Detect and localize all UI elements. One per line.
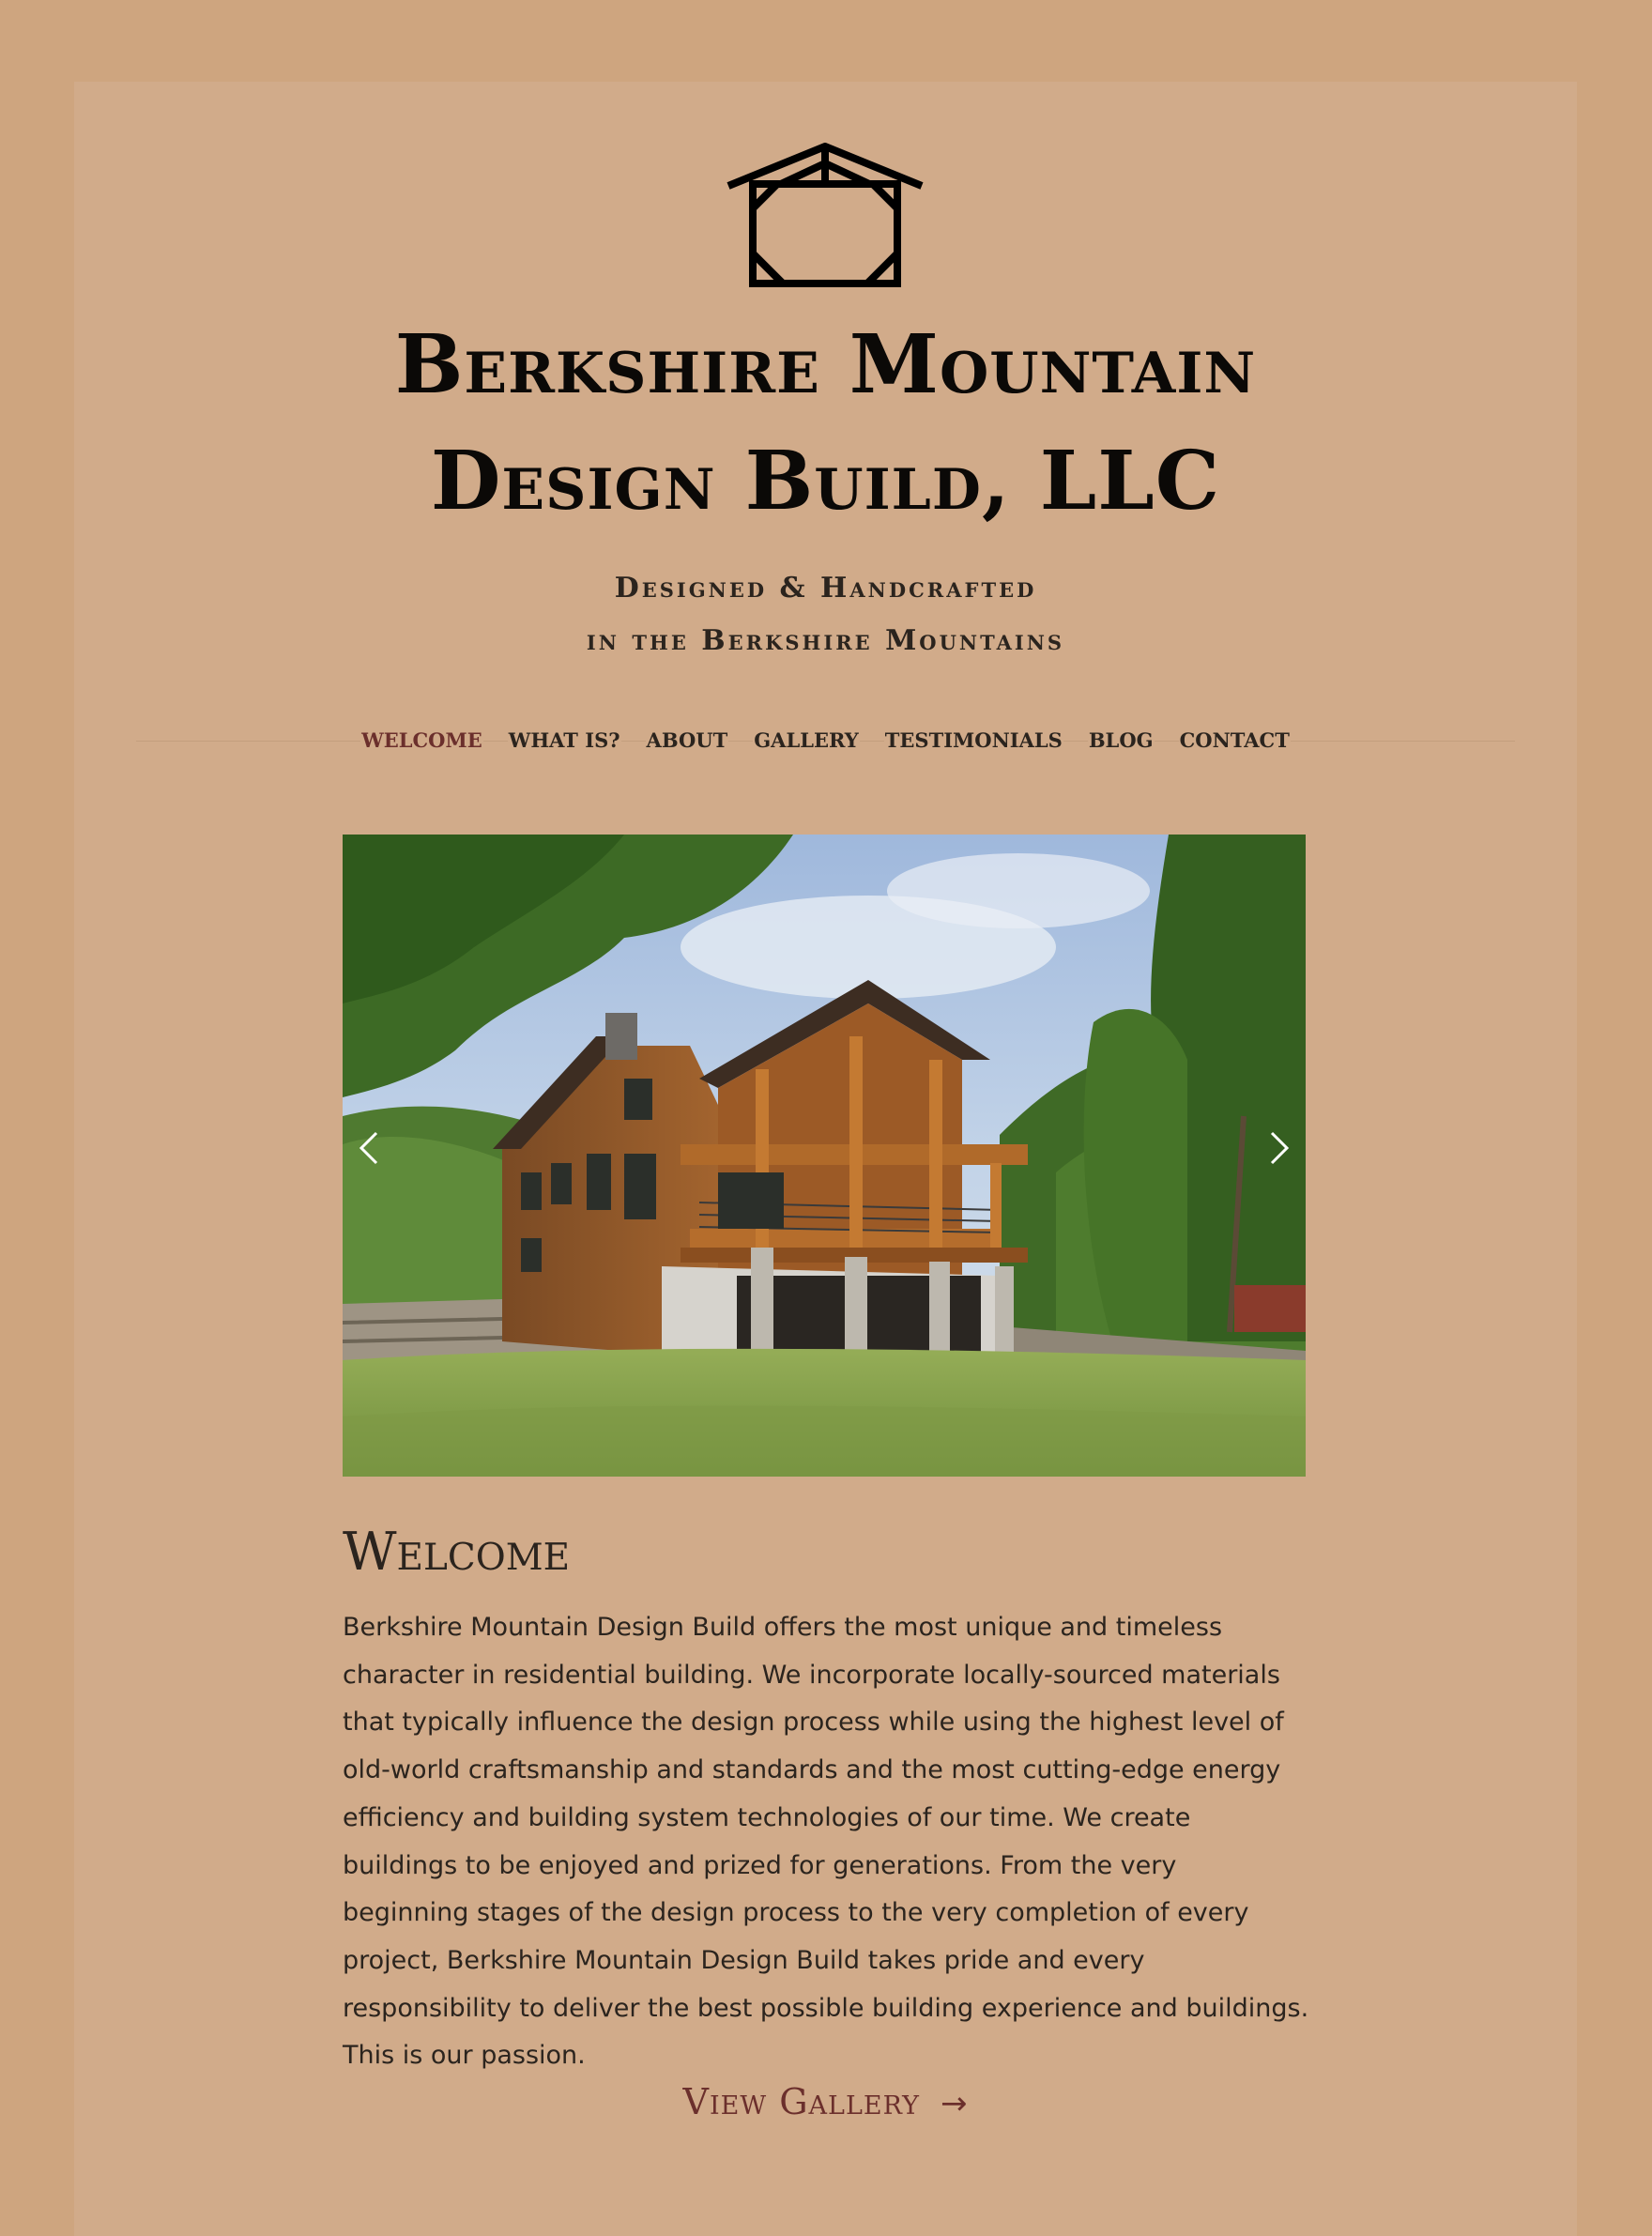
nav-item-about[interactable]: ABOUT bbox=[646, 724, 729, 758]
timber-frame-house-icon[interactable] bbox=[725, 143, 925, 287]
nav-item-welcome[interactable]: WELCOME bbox=[360, 724, 483, 758]
page-container bbox=[74, 82, 1577, 2236]
tagline-line-2: in the Berkshire Mountains bbox=[586, 624, 1065, 657]
main-nav bbox=[74, 724, 1577, 758]
site-title[interactable] bbox=[74, 307, 1577, 540]
hero-slider[interactable] bbox=[343, 835, 1306, 1477]
hero-house-photo bbox=[343, 835, 1306, 1477]
nav-item-gallery[interactable]: GALLERY bbox=[753, 724, 860, 758]
chevron-right-icon[interactable] bbox=[1261, 1120, 1298, 1176]
nav-item-testimonials[interactable]: TESTIMONIALS bbox=[884, 724, 1063, 758]
chevron-left-icon[interactable] bbox=[350, 1120, 388, 1176]
tagline-line-1: Designed & Handcrafted bbox=[614, 572, 1037, 605]
view-gallery-link[interactable] bbox=[74, 2074, 1577, 2132]
nav-item-what-is[interactable]: WHAT IS? bbox=[508, 724, 621, 758]
arrow-right-icon: → bbox=[940, 2085, 969, 2122]
nav-item-contact[interactable]: CONTACT bbox=[1179, 724, 1291, 758]
site-tagline bbox=[74, 562, 1577, 667]
nav-item-blog[interactable]: BLOG bbox=[1088, 724, 1155, 758]
view-gallery-label: View Gallery bbox=[682, 2081, 920, 2122]
welcome-body: Berkshire Mountain Design Build offers the most unique and timeless character in residential building. We incorporate locally-sourced materials that typically influence the design process while using the highest level of old-world craftsmanship and standards and the most cutting-edge energy efficiency and building system technologies of our time. We create buildings to be enjoyed and prized for generations. From the very beginning stages of the design process to the very completion of every project, Berkshire Mountain Design Build takes pride and every responsibility to deliver the best possible building experience and buildings. This is our passion. bbox=[343, 1613, 1309, 2071]
site-title-line-2: Design Build, LLC bbox=[430, 434, 1221, 528]
welcome-heading: Welcome bbox=[343, 1522, 571, 1583]
site-title-line-1: Berkshire Mountain bbox=[394, 317, 1257, 412]
